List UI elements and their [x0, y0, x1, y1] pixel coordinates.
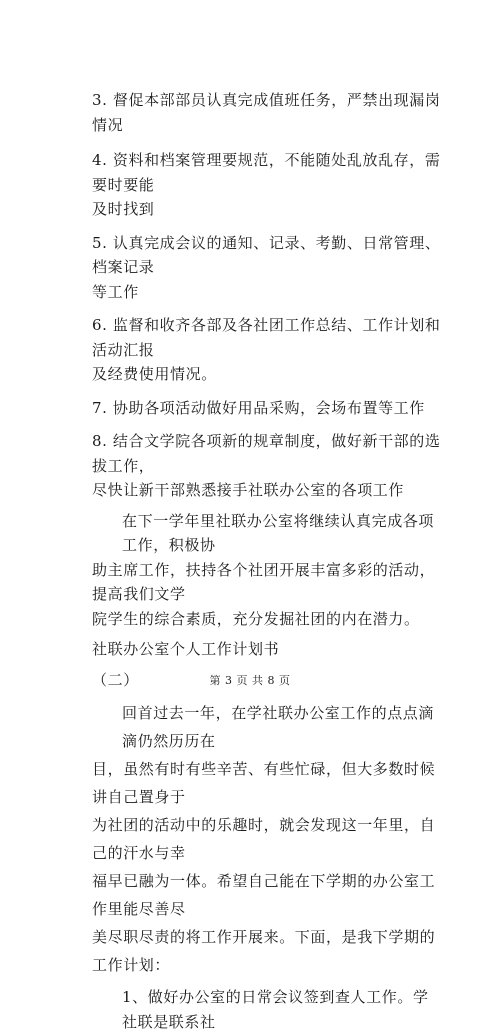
text-line: 8. 结合文学院各项新的规章制度，做好新干部的选拔工作， [92, 432, 441, 475]
plan-item-7 [92, 396, 442, 421]
text-line: 在下一学年里社联办公室将继续认真完成各项工作，积极协 [122, 511, 435, 554]
text-line: 1、做好办公室的日常会议签到查人工作。学社联是联系社 [122, 988, 429, 1031]
plan-paragraph [92, 985, 442, 1034]
page-number-footer: 第 3 页 共 8 页 [209, 674, 291, 687]
text-line: 回首过去一年，在学社联办公室工作的点点滴滴仍然历历在 [122, 704, 435, 750]
text-line: 目，虽然有时有些辛苦、有些忙碌，但大多数时候讲自己置身于 [92, 760, 436, 806]
text-line: 4. 资料和档案管理要规范，不能随处乱放乱存，需要时要能 [92, 151, 441, 194]
text-line: 福早已融为一体。希望自己能在下学期的办公室工作里能尽善尽 [92, 872, 436, 918]
text-line: 助主席工作，扶持各个社团开展丰富多彩的活动，提高我们文学 [92, 560, 436, 603]
section-title [92, 637, 442, 662]
text-line: 及经费使用情况。 [92, 365, 217, 383]
text-line: 社联办公室个人工作计划书 [92, 640, 280, 658]
text-line: 5. 认真完成会议的通知、记录、考勤、日常管理、档案记录 [92, 233, 441, 276]
text-line: 美尽职尽责的将工作开展来。下面，是我下学期的工作计划： [92, 928, 436, 974]
text-line: 等工作 [92, 282, 139, 301]
text-line: 院学生的综合素质，充分发掘社团的内在潜力。 [92, 609, 420, 628]
summary-paragraph [92, 509, 442, 632]
text-line: 7. 协助各项活动做好用品采购，会场布置等工作 [92, 398, 425, 417]
plan-item-5 [92, 231, 442, 305]
plan-item-3 [92, 88, 442, 137]
text-line: 及时找到 [92, 200, 155, 218]
text-line: 3. 督促本部部员认真完成值班任务，严禁出现漏岗情况 [92, 91, 441, 134]
text-line: （二） [92, 670, 139, 689]
text-line: 尽快让新干部熟悉接手社联办公室的各项工作 [92, 481, 405, 499]
plan-item-4 [92, 148, 442, 222]
plan-item-6 [92, 313, 442, 387]
plan-item-8 [92, 429, 442, 503]
intro-paragraph [92, 699, 442, 979]
text-line: 6. 监督和收齐各部及各社团工作总结、工作计划和活动汇报 [92, 316, 441, 359]
text-line: 为社团的活动中的乐趣时，就会发现这一年里，自己的汗水与幸 [92, 816, 436, 862]
document-body [92, 88, 442, 1034]
